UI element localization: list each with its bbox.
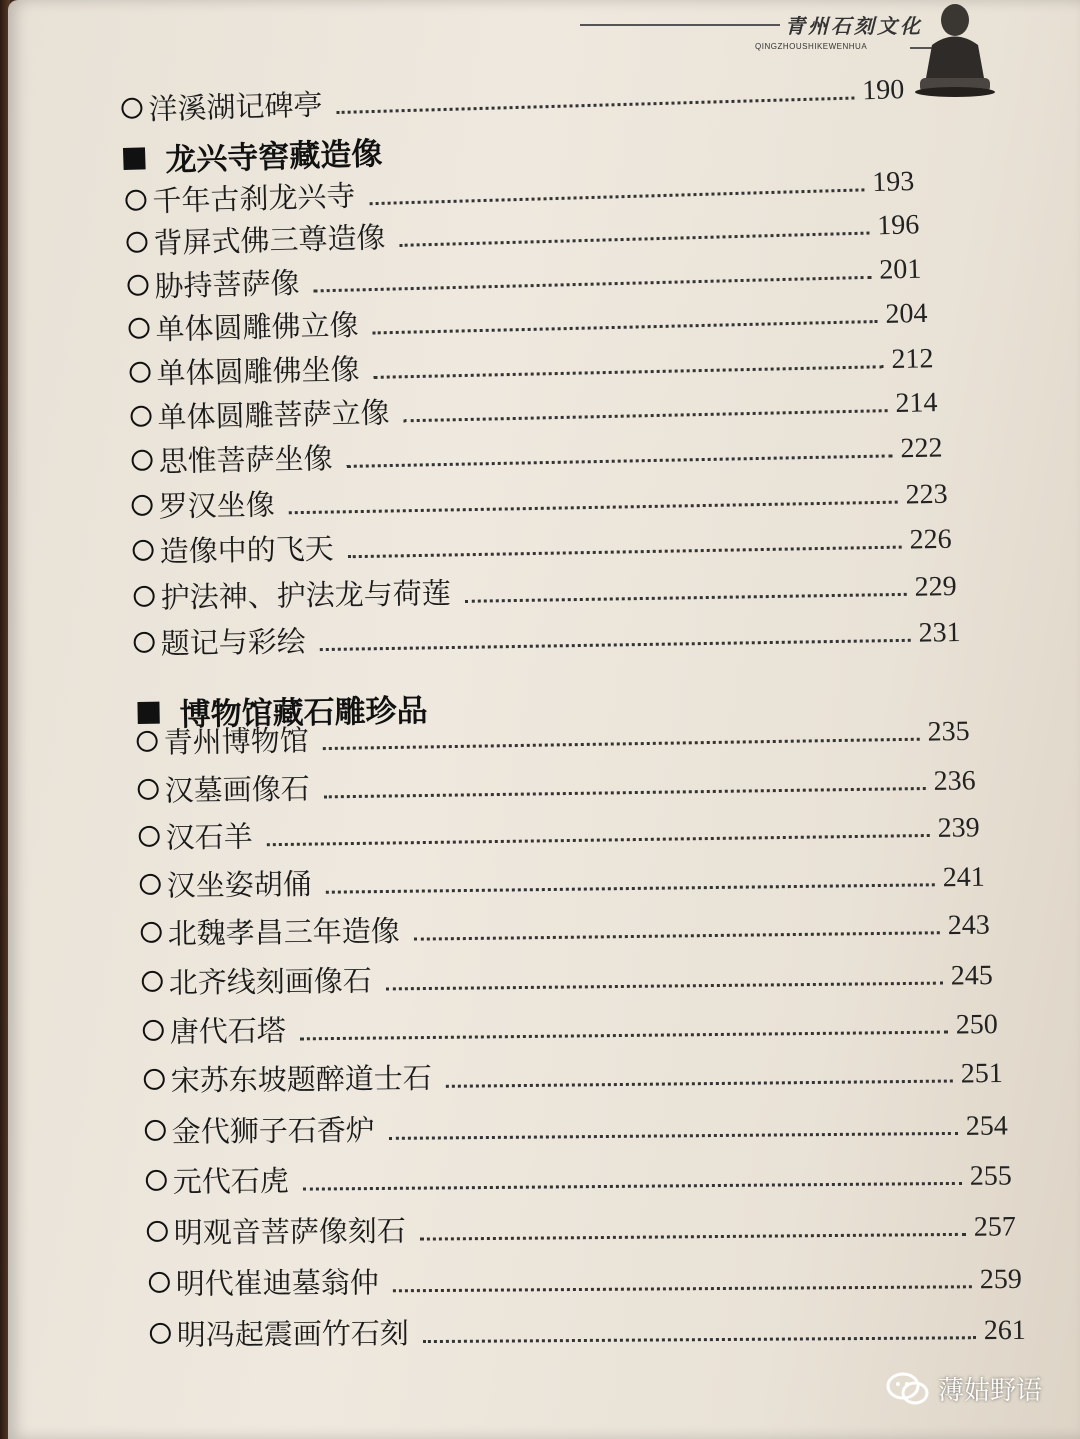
circle-bullet-icon — [129, 362, 150, 383]
section-bullet-icon — [123, 147, 146, 170]
circle-bullet-icon — [128, 318, 149, 339]
dot-leader — [370, 188, 865, 205]
circle-bullet-icon — [121, 97, 143, 119]
entry-title: 元代石虎 — [172, 1163, 289, 1199]
entry-title: 北魏孝昌三年造像 — [167, 913, 400, 951]
entry-title: 单体圆雕佛立像 — [155, 307, 359, 347]
dot-leader — [324, 787, 926, 798]
page-number: 222 — [900, 432, 943, 465]
page-number: 239 — [937, 812, 980, 844]
circle-bullet-icon — [141, 922, 162, 943]
circle-bullet-icon — [134, 632, 155, 653]
circle-bullet-icon — [145, 1120, 166, 1141]
toc-entry — [140, 902, 989, 953]
dot-leader — [303, 1182, 962, 1191]
dot-leader — [414, 931, 940, 940]
dot-leader — [393, 1285, 972, 1292]
section-title: 博物馆藏石雕珍品 — [179, 692, 428, 734]
entry-title: 胁持菩萨像 — [154, 265, 300, 304]
entry-title: 金代狮子石香炉 — [171, 1112, 375, 1149]
dot-leader — [337, 97, 855, 114]
page-number: 226 — [909, 523, 952, 556]
toc-entry — [137, 757, 975, 810]
page-number: 196 — [876, 209, 920, 242]
circle-bullet-icon — [146, 1170, 167, 1191]
dot-leader — [267, 834, 930, 846]
circle-bullet-icon — [143, 1020, 164, 1041]
dot-leader — [326, 883, 935, 893]
entry-title: 罗汉坐像 — [158, 487, 275, 524]
dot-leader — [465, 593, 907, 603]
circle-bullet-icon — [140, 874, 161, 895]
entry-title: 题记与彩绘 — [160, 624, 306, 661]
dot-leader — [373, 320, 878, 334]
page-number: 212 — [891, 343, 934, 376]
page-number: 193 — [871, 165, 915, 199]
page-number: 235 — [927, 715, 970, 748]
circle-bullet-icon — [137, 731, 158, 752]
entry-title: 单体圆雕佛坐像 — [156, 352, 360, 391]
circle-bullet-icon — [149, 1272, 170, 1293]
page-number: 236 — [933, 765, 976, 797]
circle-bullet-icon — [147, 1221, 168, 1242]
page-number: 229 — [914, 571, 957, 603]
circle-bullet-icon — [126, 231, 148, 253]
toc-entry — [143, 1001, 998, 1051]
dot-leader — [374, 365, 884, 379]
page-number: 190 — [861, 74, 905, 107]
dot-leader — [389, 1132, 958, 1140]
entry-title: 汉石羊 — [165, 819, 253, 855]
entry-title: 唐代石塔 — [169, 1013, 286, 1049]
circle-bullet-icon — [144, 1069, 165, 1090]
toc-entry — [139, 854, 984, 905]
circle-bullet-icon — [131, 450, 152, 471]
circle-bullet-icon — [125, 189, 147, 211]
dot-leader — [420, 1233, 966, 1241]
page-number: 204 — [885, 297, 928, 330]
dot-leader — [347, 454, 893, 467]
dot-leader — [300, 1031, 948, 1041]
toc-entry — [121, 66, 905, 129]
page-number: 245 — [950, 960, 993, 992]
toc-entry — [132, 516, 952, 571]
header-title: 青州石刻文化 — [785, 14, 923, 38]
page-number: 254 — [965, 1110, 1008, 1142]
page-number: 255 — [969, 1160, 1012, 1192]
dot-leader — [348, 546, 902, 559]
dot-leader — [423, 1336, 976, 1343]
toc-entry — [146, 1152, 1012, 1201]
dot-leader — [400, 232, 870, 247]
circle-bullet-icon — [132, 540, 153, 561]
toc-entry — [133, 609, 961, 663]
dot-leader — [386, 982, 943, 991]
circle-bullet-icon — [138, 779, 159, 800]
page-number: 251 — [960, 1058, 1003, 1090]
entry-title: 单体圆雕菩萨立像 — [157, 395, 390, 435]
circle-bullet-icon — [142, 971, 163, 992]
circle-bullet-icon — [150, 1323, 171, 1344]
entry-title: 护法神、护法龙与荷莲 — [160, 576, 451, 615]
section-title: 龙兴寺窖藏造像 — [164, 135, 383, 179]
entry-title: 洋溪湖记碑亭 — [147, 87, 323, 127]
circle-bullet-icon — [139, 826, 160, 847]
toc-entry — [133, 563, 957, 617]
page-number: 214 — [895, 387, 938, 419]
page-number: 259 — [979, 1263, 1022, 1296]
toc-entry — [145, 1102, 1008, 1151]
page-number: 201 — [878, 253, 922, 286]
dot-leader — [314, 276, 872, 293]
circle-bullet-icon — [130, 406, 151, 427]
circle-bullet-icon — [134, 586, 155, 607]
toc-entry — [144, 1050, 1003, 1100]
entry-title: 思惟菩萨坐像 — [158, 441, 333, 479]
header-subtitle: QINGZHOUSHIKEWENHUA — [755, 42, 868, 51]
watermark-text: 薄姑野语 — [937, 1376, 1042, 1406]
dot-leader — [289, 501, 898, 515]
wechat-watermark — [886, 1370, 1042, 1407]
toc-entry — [149, 1256, 1022, 1303]
circle-bullet-icon — [131, 495, 152, 516]
entry-title: 北齐线刻画像石 — [168, 963, 372, 1000]
page-number: 231 — [918, 617, 961, 649]
entry-title: 明代崔迪墓翁仲 — [175, 1265, 379, 1301]
toc-entry — [142, 952, 993, 1002]
page-number: 241 — [942, 861, 985, 894]
wechat-icon — [886, 1371, 930, 1407]
entry-title: 明冯起震画竹石刻 — [176, 1316, 409, 1352]
entry-title: 汉墓画像石 — [164, 771, 310, 808]
toc-entry — [147, 1203, 1016, 1252]
entry-title: 造像中的飞天 — [159, 531, 334, 569]
entry-title: 宋苏东坡题醉道士石 — [170, 1060, 432, 1098]
page-number: 223 — [905, 478, 948, 511]
entry-title: 背屏式佛三尊造像 — [153, 220, 386, 261]
dot-leader — [323, 738, 920, 750]
page-number: 243 — [947, 909, 990, 942]
page-number: 250 — [955, 1009, 998, 1041]
entry-title: 明观音菩萨像刻石 — [173, 1213, 406, 1250]
entry-title: 汉坐姿胡俑 — [166, 866, 312, 903]
page-number: 261 — [983, 1314, 1026, 1347]
dot-leader — [446, 1080, 953, 1088]
toc-entry — [138, 804, 979, 857]
toc-entry — [150, 1307, 1026, 1354]
entry-title: 千年古刹龙兴寺 — [151, 178, 356, 219]
entry-title: 青州博物馆 — [163, 723, 309, 760]
page-number: 257 — [973, 1211, 1016, 1243]
dot-leader — [320, 639, 911, 651]
circle-bullet-icon — [127, 274, 149, 296]
dot-leader — [404, 409, 888, 422]
